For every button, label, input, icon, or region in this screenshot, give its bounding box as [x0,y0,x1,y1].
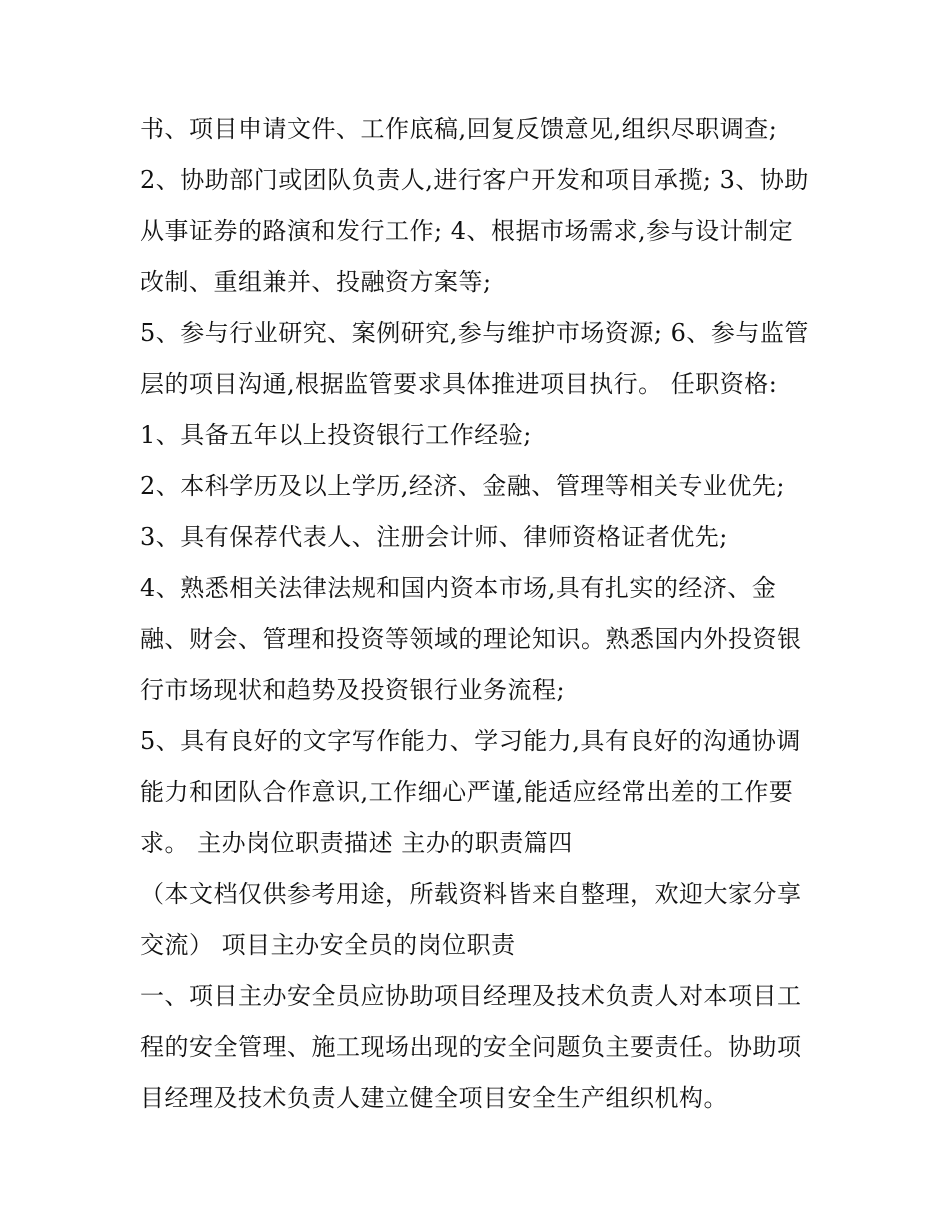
document-body [140,104,820,1124]
text-line: 2、协助部门或团队负责人,进行客户开发和项目承揽; 3、协助 [140,166,809,194]
text-line: 1、具备五年以上投资银行工作经验; [140,421,532,449]
text-line: 从事证券的路演和发行工作; 4、根据市场需求,参与设计制定 [140,217,794,245]
text-line: 2、本科学历及以上学历,经济、金融、管理等相关专业优先; [140,472,785,500]
text-line: （本文档仅供参考用途，所载资料皆来自整理，欢迎大家分享 [140,880,802,908]
text-line: 交流） 项目主办安全员的岗位职责 [140,931,516,959]
text-line: 书、项目申请文件、工作底稿,回复反馈意见,组织尽职调查; [140,115,778,143]
text-line: 行市场现状和趋势及投资银行业务流程; [140,676,566,704]
text-line: 目经理及技术负责人建立健全项目安全生产组织机构。 [140,1084,728,1112]
text-line: 层的项目沟通,根据监管要求具体推进项目执行。 任职资格: [140,370,778,398]
text-line: 程的安全管理、施工现场出现的安全问题负主要责任。协助项 [140,1033,802,1061]
text-line: 3、具有保荐代表人、注册会计师、律师资格证者优先; [140,523,728,551]
text-line: 4、熟悉相关法律法规和国内资本市场,具有扎实的经济、金 [140,574,777,602]
text-line: 5、参与行业研究、案例研究,参与维护市场资源; 6、参与监管 [140,319,809,347]
text-line: 改制、重组兼并、投融资方案等; [140,268,492,296]
text-line: 能力和团队合作意识,工作细心严谨,能适应经常出差的工作要 [140,778,794,806]
text-line: 一、项目主办安全员应协助项目经理及技术负责人对本项目工 [140,982,802,1010]
text-line: 融、财会、管理和投资等领域的理论知识。熟悉国内外投资银 [140,625,802,653]
text-line: 求。 主办岗位职责描述 主办的职责篇四 [140,829,573,857]
text-line: 5、具有良好的文字写作能力、学习能力,具有良好的沟通协调 [140,727,801,755]
